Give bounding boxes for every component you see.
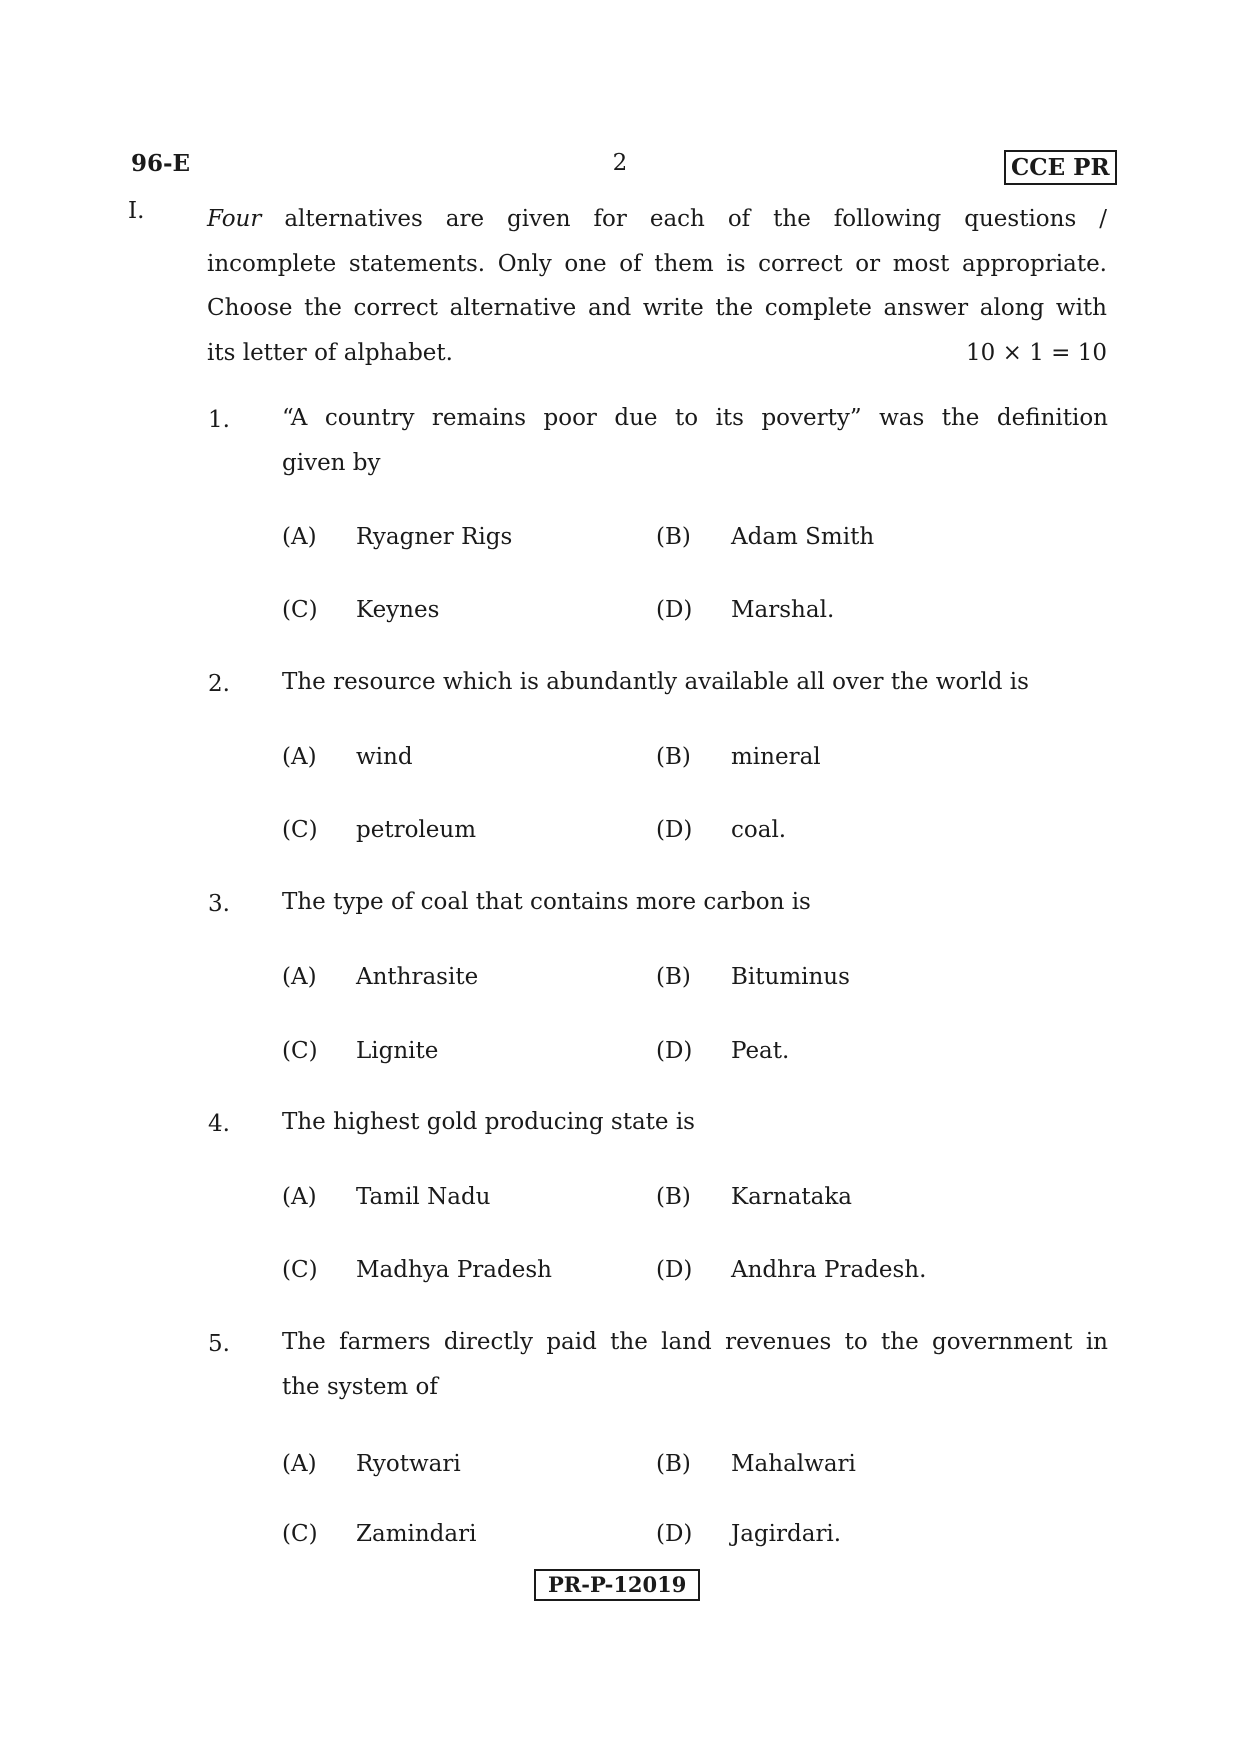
instruction-line-1 <box>207 197 1107 242</box>
option-letter: (B) <box>656 1184 691 1210</box>
option-text: Ryotwari <box>356 1451 461 1477</box>
question-number: 2. <box>208 671 230 697</box>
page-number: 2 <box>612 150 628 176</box>
question-number: 3. <box>208 891 230 917</box>
question-line: The type of coal that contains more carbon is <box>282 889 811 915</box>
option-letter: (A) <box>282 744 317 770</box>
option-text: coal. <box>731 817 787 843</box>
instruction-line-1-rest: alternatives are given for each of the following questions / <box>261 206 1107 232</box>
option-text: Ryagner Rigs <box>356 524 513 550</box>
option-text: Zamindari <box>356 1521 477 1547</box>
instruction-line-3: Choose the correct alternative and write the complete answer along with <box>207 295 1107 321</box>
question-line: “A country remains poor due to its poverty” was the definition <box>282 405 1108 431</box>
question-number: 5. <box>208 1331 230 1357</box>
option-text: wind <box>356 744 413 770</box>
option-text: Marshal. <box>731 597 835 623</box>
option-letter: (C) <box>282 1521 318 1547</box>
option-letter: (B) <box>656 524 691 550</box>
option-letter: (A) <box>282 1184 317 1210</box>
question-text <box>282 1100 1108 1145</box>
option-text: Jagirdari. <box>731 1521 842 1547</box>
section-instructions <box>207 197 1107 375</box>
option-text: Madhya Pradesh <box>356 1257 552 1283</box>
instruction-line-4 <box>207 331 1107 376</box>
option-letter: (D) <box>656 1521 693 1547</box>
exam-label-box: CCE PR <box>1004 150 1117 185</box>
option-text: Anthrasite <box>356 964 479 990</box>
option-text: Tamil Nadu <box>356 1184 491 1210</box>
question-text <box>282 1320 1108 1409</box>
option-text: Karnataka <box>731 1184 853 1210</box>
option-text: mineral <box>731 744 821 770</box>
option-text: Andhra Pradesh. <box>731 1257 927 1283</box>
question-line: given by <box>282 449 381 476</box>
option-text: petroleum <box>356 817 477 843</box>
question-line: The farmers directly paid the land revenues to the government in <box>282 1329 1108 1355</box>
option-text: Keynes <box>356 597 440 623</box>
paper-code: 96-E <box>131 150 191 177</box>
option-text: Lignite <box>356 1038 439 1064</box>
option-text: Bituminus <box>731 964 850 990</box>
instruction-last-text: its letter of alphabet. <box>207 339 453 366</box>
question-line: The highest gold producing state is <box>282 1109 695 1135</box>
option-text: Peat. <box>731 1038 790 1064</box>
option-letter: (D) <box>656 817 693 843</box>
option-letter: (B) <box>656 744 691 770</box>
question-text <box>282 880 1108 925</box>
option-text: Mahalwari <box>731 1451 856 1477</box>
instruction-line-2: incomplete statements. Only one of them is correct or most appropriate. <box>207 250 1107 277</box>
question-text <box>282 396 1108 485</box>
option-letter: (A) <box>282 524 317 550</box>
question-text <box>282 660 1108 705</box>
option-letter: (C) <box>282 1257 318 1283</box>
question-number: 4. <box>208 1111 230 1137</box>
question-line: the system of <box>282 1373 438 1400</box>
option-letter: (D) <box>656 597 693 623</box>
option-letter: (A) <box>282 964 317 990</box>
instruction-emphasis: Four <box>207 206 262 232</box>
section-number: I. <box>128 198 145 224</box>
option-text: Adam Smith <box>731 524 875 550</box>
footer-paper-code: PR-P-12019 <box>534 1569 700 1601</box>
option-letter: (D) <box>656 1038 693 1064</box>
option-letter: (C) <box>282 597 318 623</box>
option-letter: (A) <box>282 1451 317 1477</box>
question-number: 1. <box>208 407 230 433</box>
option-letter: (C) <box>282 817 318 843</box>
option-letter: (B) <box>656 1451 691 1477</box>
option-letter: (B) <box>656 964 691 990</box>
option-letter: (C) <box>282 1038 318 1064</box>
option-letter: (D) <box>656 1257 693 1283</box>
marks-allocation: 10 × 1 = 10 <box>966 339 1107 366</box>
question-line: The resource which is abundantly available all over the world is <box>282 669 1029 695</box>
